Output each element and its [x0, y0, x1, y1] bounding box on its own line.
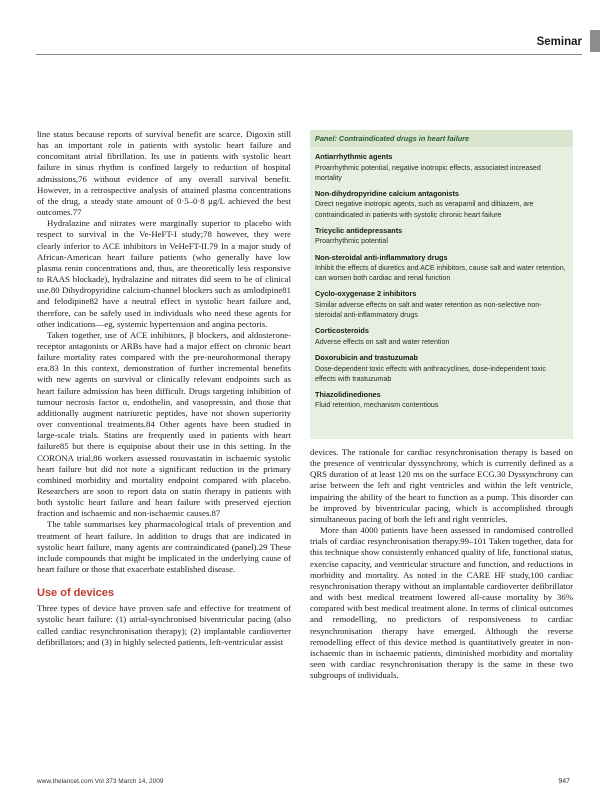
page-number: 947: [558, 778, 570, 785]
left-column: [37, 129, 291, 648]
panel-item: [315, 253, 568, 284]
page-footer: [37, 778, 570, 790]
panel-item: [315, 289, 568, 320]
panel-item-desc: Fluid retention, mechanism contentious: [315, 401, 439, 410]
panel-item-name: Non-dihydropyridine calcium antagonists: [315, 188, 459, 198]
paragraph: Three types of device have proven safe and effective for treatment of systolic heart failure: (1) atrial-synchronised biventricular pacing (also called cardiac resynchronisation therapy); (2) implantable cardioverter defibrillators; and (3) in highly selected patients, left-ventricular assist: [37, 603, 291, 647]
panel-item: [315, 226, 568, 247]
panel-body: [315, 152, 568, 417]
panel-item-name: Thiazolidinediones: [315, 389, 381, 399]
header-tab-marker: [590, 30, 600, 52]
paragraph: Taken together, use of ACE inhibitors, β blockers, and aldosterone-receptor antagonists or ARBs have had a major effect on chronic heart failure mortality rates compared with the pre-neurohormonal therapy era.83 In this context, demonstration of further incremental benefits with new agents on survival or clinically relevant endpoints such as heart failure admission has been difficult. Drugs targeting inhibition of tumour necrosis factor α, endothelin, and vasopressin, and those that additionally augment natriuretic peptides, have not shown superiority over conventional treatments.84 Other agents have been studied in large-scale trials. Statins are frequently used in patients with heart failure85 but there is equipoise about their use in this setting. In the CORONA trial,86 workers assessed rosuvastatin in ischaemic systolic heart failure but did not note a significant reduction in the primary combined morbidity and mortality endpoint compared with placebo. Researchers are soon to report data on statin therapy in patients with both systolic heart failure and heart failure with preserved ejection fraction and ischaemic and non-ischaemic causes.87: [37, 329, 291, 519]
panel-item: [315, 326, 568, 347]
panel-title: Panel: Contraindicated drugs in heart failure: [310, 130, 573, 147]
panel-item-desc: Proarrhythmic potential: [315, 237, 388, 246]
contraindicated-drugs-panel: [310, 130, 573, 439]
panel-item-desc: Adverse effects on salt and water retention: [315, 337, 450, 346]
section-heading: Use of devices: [37, 587, 115, 600]
panel-item-desc: Proarrhythmic potential, negative inotropic effects, associated increased mortality: [315, 163, 541, 182]
panel-item: [315, 390, 568, 411]
right-column: [310, 447, 573, 681]
panel-item-name: Tricyclic antidepressants: [315, 225, 403, 235]
page-header: [0, 0, 600, 58]
panel-item-name: Doxorubicin and trastuzumab: [315, 353, 418, 363]
panel-item-name: Non-steroidal anti-inflammatory drugs: [315, 252, 448, 262]
section-label: Seminar: [536, 36, 582, 48]
paragraph: The table summarises key pharmacological trials of prevention and treatment of heart failure. In addition to drugs that are indicated in systolic heart failure, many agents are contraindicated (panel).29 These include compounds that might be implicated in the underlying cause of heart failure or those that exacerbate established disease.: [37, 519, 291, 575]
panel-item: [315, 353, 568, 384]
paragraph: More than 4000 patients have been assessed in randomised controlled trials of cardiac resynchronisation therapy.99–101 Taken together, data for this technique show consistently enhanced quality of life, functional status, exercise capacity, and ventricular structure and function, and reductions in morbidity and mortality. As noted in the CARE HF study,100 cardiac resynchronisation therapy without an implantable cardioverter defibrillator and with best medical treatment lowered all-cause mortality by 36% compared with best medical treatment alone. In terms of clinical outcomes and remodelling, no predictors of responsiveness to cardiac resynchronisation therapy have emerged. Although the reverse remodelling effect of this device method is quantitatively greater in non-ischaemic than in ischaemic patients, diminished morbidity and mortality seen with cardiac resynchronisation therapy is the same in these two subgroups of individuals.: [310, 525, 573, 681]
panel-item-desc: Direct negative inotropic agents, such as verapamil and diltiazem, are contraindicated in patients with systolic chronic heart failure: [315, 200, 534, 219]
header-rule: [36, 54, 582, 55]
journal-citation: www.thelancet.com Vol 373 March 14, 2009: [37, 778, 164, 785]
panel-item-desc: Dose-dependent toxic effects with anthracyclines, dose-independent toxic effects with trastuzumab: [315, 364, 546, 383]
panel-item: [315, 189, 568, 220]
panel-item: [315, 152, 568, 183]
panel-item-desc: Inhibit the effects of diuretics and ACE inhibitors, cause salt and water retention, can worsen both cardiac and renal function: [315, 264, 566, 283]
panel-item-desc: Similar adverse effects on salt and water retention as non-selective non-steroidal anti-inflammatory drugs: [315, 300, 542, 320]
paragraph: devices. The rationale for cardiac resynchronisation therapy is based on the presence of ventricular dyssynchrony, which is currently defined as a QRS duration of at least 120 ms on the surface ECG.30 Dyssynchrony can arise between the left and right ventricles and within the left ventricle, impairing the ability of the heart to function as a pump. This disorder can be improved by biventricular pacing, which is accomplished through simultaneous pacing of both the left and right ventricles.: [310, 447, 573, 524]
paragraph: Hydralazine and nitrates were marginally superior to placebo with respect to survival in the Ve-HeFT-I study;78 however, they were clearly inferior to ACE inhibitors in VeHeFT-II.79 In a major study of African-American heart failure patients (who generally have low plasma renin concentrations and, thus, are theoretically less responsive to RAAS blockade), hydralazine and nitrates did seem to be of clinical use.80 Dihydropyridine calcium-channel blockers such as amlodipine81 and felodipine82 have a neutral effect in systolic heart failure and, therefore, can be safely used in individuals who need these agents for other indications—eg, systemic hypertension and angina pectoris.: [37, 218, 291, 329]
panel-item-name: Antiarrhythmic agents: [315, 152, 393, 161]
paragraph: line status because reports of survival benefit are scarce. Digoxin still has an important role in patients with systolic heart failure and concomitant atrial fibrillation. Its use in patients with systolic heart failure in sinus rhythm is confined largely to reduction of hospital admissions,76 without evidence of any overall survival benefit. However, in a retrospective analysis of attained plasma concentrations of the drug, a steady state amount of 0·5–0·8 μg/L achieved the best outcomes.77: [37, 129, 291, 218]
panel-item-name: Corticosteroids: [315, 326, 369, 336]
panel-item-name: Cyclo-oxygenase 2 inhibitors: [315, 289, 417, 299]
